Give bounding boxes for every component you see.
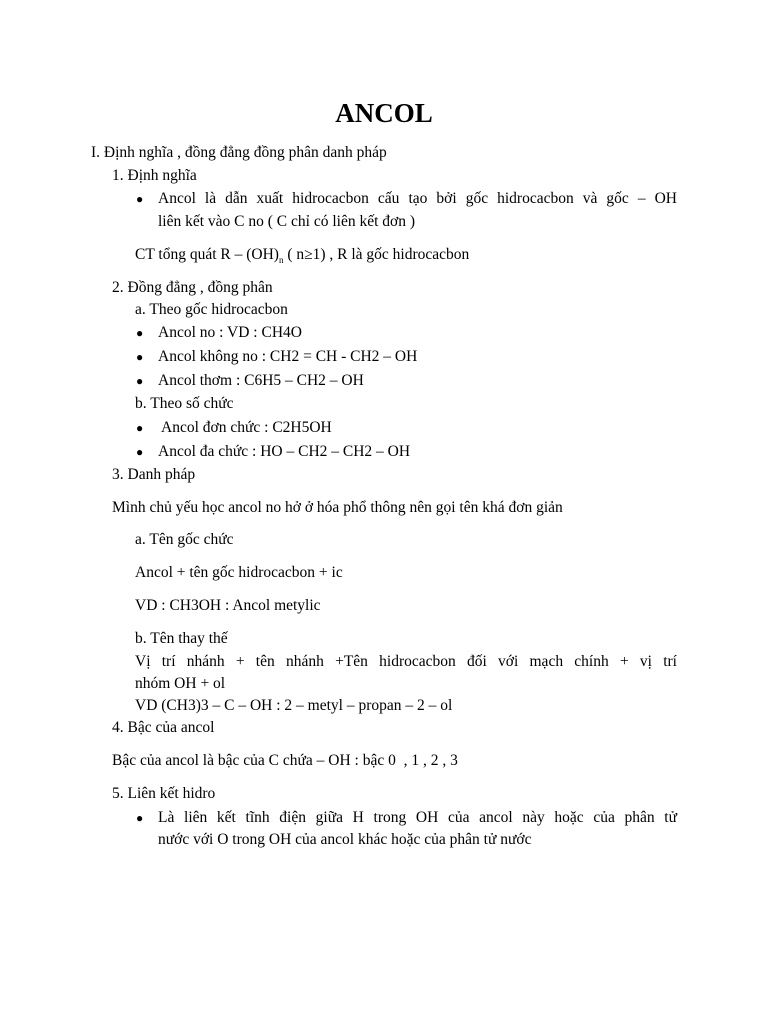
bullet-icon: ●: [136, 421, 144, 435]
general-formula: [135, 244, 469, 266]
section-heading-1: I. Định nghĩa , đồng đẳng đồng phân danh pháp: [91, 144, 387, 161]
nomenclature-b-line-1: Vị trí nhánh + tên nhánh +Tên hidrocacbon đối với mạch chính + vị trí: [135, 653, 677, 670]
nomenclature-a-formula: Ancol + tên gốc hidrocacbon + ic: [135, 564, 343, 581]
bullet-icon: ●: [136, 374, 144, 388]
hydrogen-bond-line-2: nước với O trong OH của ancol khác hoặc của phân tử nước: [158, 831, 532, 848]
bullet-icon: ●: [136, 445, 144, 459]
homolog-b-item: Ancol đa chức : HO – CH2 – CH2 – OH: [158, 443, 411, 460]
nomenclature-b-heading: b. Tên thay thế: [135, 630, 228, 647]
formula-subscript: n: [278, 255, 284, 266]
homolog-a-item: Ancol không no : CH2 = CH - CH2 – OH: [158, 348, 418, 365]
nomenclature-intro: Mình chủ yếu học ancol no hở ở hóa phổ thông nên gọi tên khá đơn giản: [112, 499, 563, 516]
nomenclature-b-example: VD (CH3)3 – C – OH : 2 – metyl – propan – 2 – ol: [135, 697, 453, 714]
subsection-heading-hydrogen-bond: 5. Liên kết hidro: [112, 785, 216, 802]
bullet-icon: ●: [136, 811, 144, 825]
homolog-a-heading: a. Theo gốc hidrocacbon: [135, 301, 288, 318]
bullet-icon: ●: [136, 192, 144, 206]
subsection-heading-degree: 4. Bậc của ancol: [112, 719, 215, 736]
definition-line-2: liên kết vào C no ( C chỉ có liên kết đơn ): [158, 213, 415, 230]
nomenclature-a-heading: a. Tên gốc chức: [135, 531, 234, 548]
subsection-heading-nomenclature: 3. Danh pháp: [112, 466, 196, 483]
homolog-a-item: Ancol no : VD : CH4O: [158, 324, 302, 341]
formula-prefix: CT tổng quát R – (OH): [135, 246, 279, 263]
bullet-icon: ●: [136, 326, 144, 340]
subsection-heading-definition: 1. Định nghĩa: [112, 167, 197, 184]
document-title: ANCOL: [335, 98, 433, 128]
homolog-b-heading: b. Theo số chức: [135, 395, 234, 412]
homolog-b-item: Ancol đơn chức : C2H5OH: [158, 419, 332, 436]
formula-suffix: ( n≥1) , R là gốc hidrocacbon: [283, 246, 470, 263]
hydrogen-bond-line-1: Là liên kết tĩnh điện giữa H trong OH của ancol này hoặc của phân tử: [158, 809, 677, 826]
bullet-icon: ●: [136, 350, 144, 364]
definition-line-1: Ancol là dẫn xuất hidrocacbon cấu tạo bởi gốc hidrocacbon và gốc – OH: [158, 190, 677, 207]
nomenclature-b-line-2: nhóm OH + ol: [135, 675, 226, 692]
homolog-a-item: Ancol thơm : C6H5 – CH2 – OH: [158, 372, 364, 389]
degree-text: Bậc của ancol là bậc của C chứa – OH : bậc 0 , 1 , 2 , 3: [112, 752, 458, 769]
subsection-heading-homologs: 2. Đồng đẳng , đồng phân: [112, 279, 273, 296]
nomenclature-a-example: VD : CH3OH : Ancol metylic: [135, 597, 321, 614]
